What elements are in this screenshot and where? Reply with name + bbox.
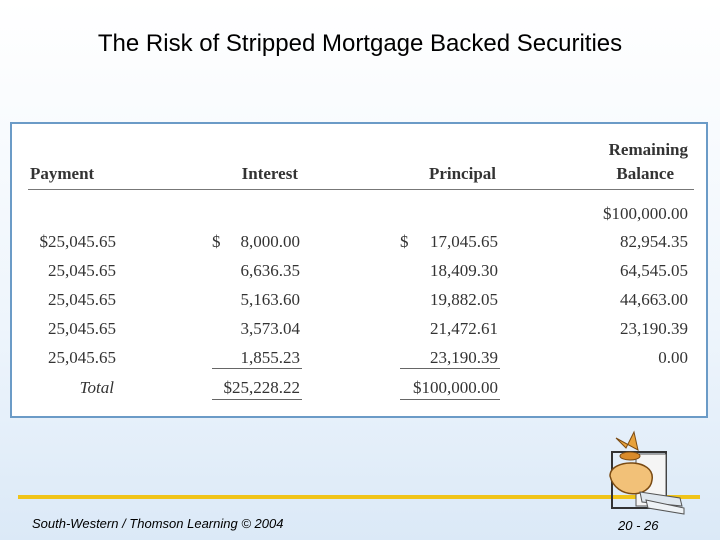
cell-principal-sign: $: [400, 232, 409, 251]
cell-payment: 25,045.65: [48, 290, 116, 309]
cell-interest: 1,855.23: [240, 348, 300, 367]
cell-interest: 6,636.35: [240, 261, 300, 280]
cell-principal: 18,409.30: [430, 261, 498, 280]
cell-payment: 25,045.65: [48, 348, 116, 367]
cell-interest-sign: $: [212, 232, 221, 251]
header-divider: [28, 189, 694, 190]
cell-payment: 25,045.65: [48, 261, 116, 280]
cell-payment: $25,045.65: [39, 232, 116, 251]
cell-balance: 64,545.05: [620, 261, 688, 280]
cell-interest: 5,163.60: [240, 290, 300, 309]
header-payment: Payment: [30, 164, 95, 183]
total-principal: $100,000.00: [413, 378, 498, 397]
interest-total-rule: [212, 368, 302, 369]
footer-copyright: South-Western / Thomson Learning © 2004: [32, 516, 284, 531]
cell-balance: 44,663.00: [620, 290, 688, 309]
cell-principal: 21,472.61: [430, 319, 498, 338]
slide-title: The Risk of Stripped Mortgage Backed Securities: [97, 30, 623, 57]
header-principal: Principal: [428, 164, 496, 183]
cell-balance: 0.00: [658, 348, 688, 367]
cell-principal: 19,882.05: [430, 290, 498, 309]
total-interest: $25,228.22: [223, 378, 300, 397]
header-interest: Interest: [241, 164, 298, 183]
total-label: Total: [79, 378, 114, 397]
cell-interest: 8,000.00: [240, 232, 300, 251]
money-bag-icon: [596, 424, 696, 520]
slide-number: 20 - 26: [618, 518, 659, 533]
interest-total-underline: [212, 399, 302, 400]
principal-total-rule: [400, 368, 500, 369]
header-remaining: Remaining: [608, 140, 688, 159]
header-balance: Balance: [616, 164, 674, 183]
amortization-table: [10, 122, 708, 418]
cell-balance: 23,190.39: [620, 319, 688, 338]
cell-principal: 17,045.65: [430, 232, 498, 251]
cell-balance: 82,954.35: [620, 232, 688, 251]
cell-payment: 25,045.65: [48, 319, 116, 338]
initial-balance: $100,000.00: [603, 204, 688, 223]
cell-interest: 3,573.04: [240, 319, 300, 338]
principal-total-underline: [400, 399, 500, 400]
cell-principal: 23,190.39: [430, 348, 498, 367]
